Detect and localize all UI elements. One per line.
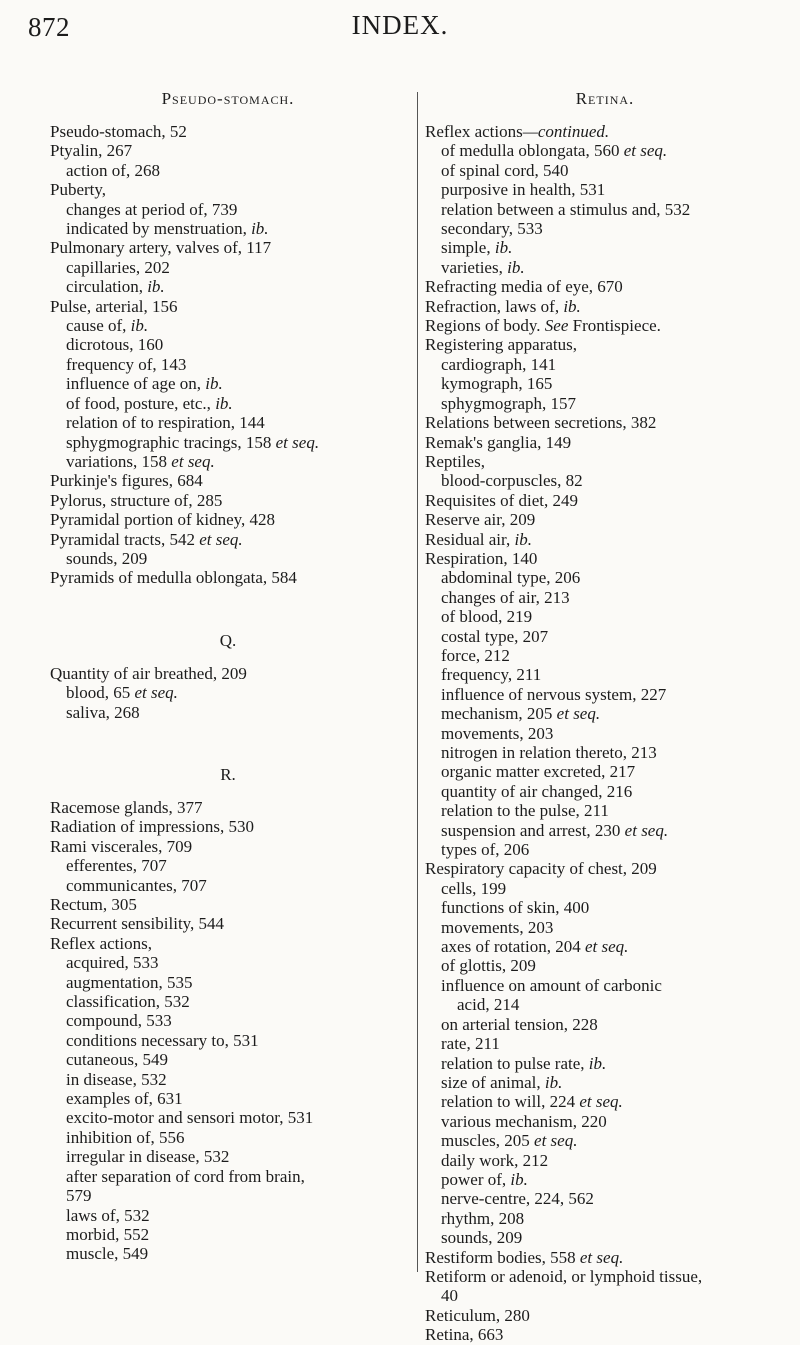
index-subentry: axes of rotation, 204 et seq.: [441, 937, 629, 957]
index-subentry: cells, 199: [441, 878, 507, 898]
index-subentry: cause of, ib.: [66, 316, 149, 336]
index-entry: Reflex actions—continued.: [425, 122, 610, 141]
index-subentry: of spinal cord, 540: [441, 160, 569, 180]
index-subentry: frequency of, 143: [66, 354, 187, 374]
index-entry: Pulse, arterial, 156: [50, 296, 178, 316]
index-subentry: excito-motor and sensori motor, 531: [66, 1108, 314, 1128]
index-subentry: capillaries, 202: [66, 257, 170, 277]
index-subentry: nitrogen in relation thereto, 213: [441, 743, 657, 762]
index-subentry: compound, 533: [66, 1011, 172, 1031]
index-subentry: saliva, 268: [66, 702, 140, 722]
index-subentry: force, 212: [441, 645, 510, 665]
index-entry: Respiration, 140: [425, 548, 538, 568]
index-subentry: frequency, 211: [441, 665, 542, 685]
index-subentry: classification, 532: [66, 992, 190, 1012]
index-entry: Reticulum, 280: [425, 1305, 530, 1325]
index-entry: Reserve air, 209: [425, 510, 536, 530]
index-subentry: morbid, 552: [66, 1224, 150, 1244]
index-subentry: suspension and arrest, 230 et seq.: [441, 820, 669, 840]
index-subentry: organic matter excreted, 217: [441, 762, 636, 782]
index-entry: Regions of body. See Frontispiece.: [425, 316, 661, 336]
index-subentry: relation to will, 224 et seq.: [441, 1092, 623, 1112]
index-subentry: movements, 203: [441, 917, 554, 937]
index-subentry: daily work, 212: [441, 1150, 549, 1170]
index-subentry: mechanism, 205 et seq.: [441, 704, 601, 724]
index-entry: Retina, 663: [425, 1325, 504, 1345]
index-subentry: dicrotous, 160: [66, 335, 164, 355]
right-column-body: [425, 122, 785, 1345]
section-letter: Q.: [219, 630, 237, 650]
index-subentry: communicantes, 707: [66, 875, 207, 895]
index-subentry: inhibition of, 556: [66, 1127, 185, 1147]
index-subentry: changes of air, 213: [441, 587, 570, 607]
index-subentry: kymograph, 165: [441, 374, 553, 394]
index-entry: Reptiles,: [425, 451, 485, 471]
index-entry: Radiation of impressions, 530: [50, 817, 254, 837]
index-subentry: indicated by menstruation, ib.: [66, 219, 269, 239]
index-subentry: acid, 214: [457, 995, 520, 1015]
index-subentry: cardiograph, 141: [441, 354, 557, 374]
index-subentry: examples of, 631: [66, 1089, 183, 1109]
index-subentry: blood-corpuscles, 82: [441, 471, 583, 491]
index-subentry: sphygmograph, 157: [441, 393, 577, 413]
index-subentry: efferentes, 707: [66, 856, 167, 876]
index-entry: Purkinje's figures, 684: [50, 471, 203, 491]
index-subentry: relation to pulse rate, ib.: [441, 1053, 607, 1073]
index-subentry: movements, 203: [441, 723, 554, 743]
index-subentry: in disease, 532: [66, 1069, 167, 1089]
page-number: 872: [28, 12, 70, 42]
index-subentry: power of, ib.: [441, 1169, 528, 1189]
index-subentry: after separation of cord from brain,: [66, 1166, 305, 1186]
index-entry: Racemose glands, 377: [50, 797, 203, 817]
index-subentry: sounds, 209: [66, 548, 148, 568]
index-subentry: muscle, 549: [66, 1244, 149, 1264]
index-subentry: various mechanism, 220: [441, 1111, 607, 1131]
index-subentry: quantity of air changed, 216: [441, 781, 633, 801]
index-entry: Rectum, 305: [50, 895, 137, 914]
index-subentry: relation between a stimulus and, 532: [441, 199, 691, 219]
index-subentry: of medulla oblongata, 560 et seq.: [441, 141, 668, 161]
index-entry: Relations between secretions, 382: [425, 413, 657, 433]
index-subentry: sphygmographic tracings, 158 et seq.: [66, 432, 320, 452]
index-entry: Pseudo-stomach, 52: [50, 122, 187, 141]
index-subentry: secondary, 533: [441, 219, 543, 239]
index-subentry: of blood, 219: [441, 607, 533, 627]
index-subentry: acquired, 533: [66, 953, 159, 973]
index-subentry: abdominal type, 206: [441, 568, 581, 588]
index-subentry: relation to the pulse, 211: [441, 801, 609, 821]
index-subentry: cutaneous, 549: [66, 1050, 168, 1070]
index-subentry: rate, 211: [441, 1034, 500, 1054]
index-entry: Pylorus, structure of, 285: [50, 490, 223, 510]
index-subentry: changes at period of, 739: [66, 199, 238, 219]
index-entry: Registering apparatus,: [425, 335, 578, 355]
index-subentry: variations, 158 et seq.: [66, 451, 215, 471]
column-divider: [417, 92, 418, 1272]
index-entry: Ptyalin, 267: [50, 141, 133, 161]
left-column: [50, 90, 406, 1264]
index-subentry: augmentation, 535: [66, 972, 193, 992]
index-entry: Pulmonary artery, valves of, 117: [50, 238, 272, 258]
index-entry: Refracting media of eye, 670: [425, 277, 623, 297]
index-subentry: rhythm, 208: [441, 1208, 525, 1228]
index-subentry: influence of age on, ib.: [66, 374, 223, 394]
right-column-header: Retina.: [575, 89, 635, 108]
index-entry: Recurrent sensibility, 544: [50, 914, 225, 934]
index-entry: Restiform bodies, 558 et seq.: [425, 1247, 624, 1267]
index-entry: Pyramidal tracts, 542 et seq.: [50, 529, 243, 549]
page-title: INDEX.: [351, 10, 449, 40]
index-entry: Puberty,: [50, 180, 107, 200]
left-column-body: [50, 122, 406, 1264]
index-subentry: muscles, 205 et seq.: [441, 1131, 578, 1151]
index-subentry: influence on amount of carbonic: [441, 975, 662, 995]
index-subentry: nerve-centre, 224, 562: [441, 1189, 594, 1209]
right-column: [425, 90, 785, 1345]
index-subentry: purposive in health, 531: [441, 180, 606, 200]
index-subentry: on arterial tension, 228: [441, 1014, 598, 1034]
index-subentry: of glottis, 209: [441, 956, 536, 976]
index-entry: Retiform or adenoid, or lymphoid tissue,: [425, 1266, 703, 1286]
index-entry: Reflex actions,: [50, 933, 152, 953]
index-subentry: circulation, ib.: [66, 277, 165, 297]
index-subentry: 40: [441, 1286, 458, 1306]
index-subentry: costal type, 207: [441, 626, 549, 646]
index-subentry: blood, 65 et seq.: [66, 683, 178, 703]
index-subentry: sounds, 209: [441, 1228, 523, 1248]
index-subentry: simple, ib.: [441, 238, 513, 258]
index-entry: Rami viscerales, 709: [50, 836, 193, 856]
index-entry: Pyramids of medulla oblongata, 584: [50, 568, 297, 588]
index-subentry: laws of, 532: [66, 1205, 150, 1225]
index-subentry: varieties, ib.: [441, 257, 525, 277]
index-subentry: irregular in disease, 532: [66, 1147, 230, 1167]
index-entry: Requisites of diet, 249: [425, 490, 578, 510]
index-entry: Refraction, laws of, ib.: [425, 296, 581, 316]
section-letter: R.: [220, 764, 236, 784]
index-entry: Quantity of air breathed, 209: [50, 663, 247, 683]
index-entry: Residual air, ib.: [425, 529, 532, 549]
index-subentry: action of, 268: [66, 160, 160, 180]
index-subentry: relation of to respiration, 144: [66, 413, 265, 433]
index-entry: Pyramidal portion of kidney, 428: [50, 510, 276, 530]
index-subentry: size of animal, ib.: [441, 1072, 563, 1092]
index-subentry: of food, posture, etc., ib.: [66, 393, 233, 413]
index-subentry: functions of skin, 400: [441, 898, 590, 918]
index-subentry: conditions necessary to, 531: [66, 1030, 259, 1050]
index-subentry: 579: [66, 1186, 92, 1206]
index-subentry: influence of nervous system, 227: [441, 684, 667, 704]
left-column-header: Pseudo-stomach.: [161, 89, 295, 108]
index-entry: Respiratory capacity of chest, 209: [425, 859, 657, 879]
index-subentry: types of, 206: [441, 840, 530, 860]
index-entry: Remak's ganglia, 149: [425, 432, 572, 452]
